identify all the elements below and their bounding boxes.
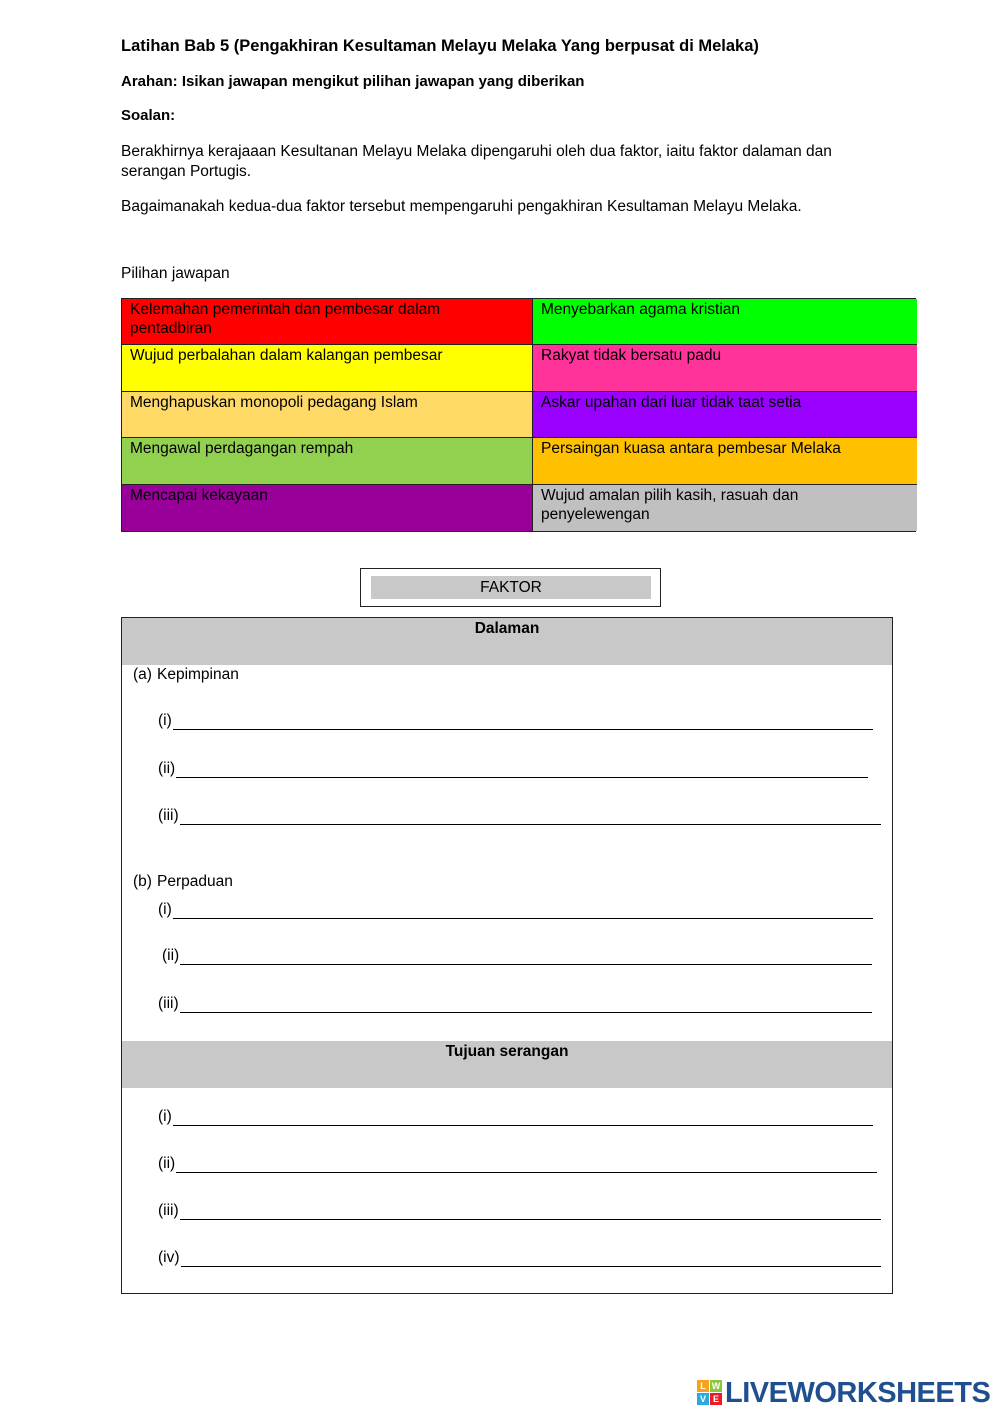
- answer-choices-label: Pilihan jawapan: [121, 265, 230, 282]
- perpaduan-name: Perpaduan: [157, 873, 233, 890]
- line-number: (ii): [162, 947, 180, 964]
- faktor-label: FAKTOR: [371, 576, 651, 599]
- faktor-header-box: [360, 568, 661, 607]
- logo-letter: W: [711, 1381, 721, 1391]
- question-paragraph-2: Bagaimanakah kedua-dua faktor tersebut mempengaruhi pengakhiran Kesultaman Melayu Melaka.: [121, 198, 802, 215]
- answer-line-serangan-1[interactable]: [158, 1108, 873, 1126]
- answer-blank[interactable]: [176, 763, 868, 778]
- answer-blank[interactable]: [180, 1205, 881, 1220]
- answer-choices-table: [121, 298, 916, 532]
- liveworksheets-logo: [697, 1378, 990, 1408]
- choice-cell[interactable]: Wujud perbalahan dalam kalangan pembesar: [122, 345, 533, 391]
- line-number: (i): [158, 712, 172, 729]
- worksheet-title: Latihan Bab 5 (Pengakhiran Kesultaman Melayu Melaka Yang berpusat di Melaka): [121, 37, 759, 55]
- choice-cell[interactable]: Wujud amalan pilih kasih, rasuah dan penyelewengan: [533, 485, 917, 531]
- answer-line-kepimpinan-2[interactable]: [158, 760, 868, 778]
- logo-letter: E: [710, 1393, 722, 1405]
- logo-letter: V: [697, 1393, 709, 1405]
- line-number: (ii): [158, 1155, 176, 1172]
- perpaduan-label: (b): [133, 873, 152, 890]
- answer-line-kepimpinan-1[interactable]: [158, 712, 873, 730]
- line-number: (iv): [158, 1249, 180, 1266]
- answer-blank[interactable]: [173, 1111, 873, 1126]
- choice-cell[interactable]: Persaingan kuasa antara pembesar Melaka: [533, 438, 917, 484]
- choice-cell[interactable]: Menghapuskan monopoli pedagang Islam: [122, 392, 533, 438]
- choice-cell[interactable]: Askar upahan dari luar tidak taat setia: [533, 392, 917, 438]
- answer-line-serangan-4[interactable]: [158, 1249, 881, 1267]
- choice-cell[interactable]: Mencapai kekayaan: [122, 485, 533, 531]
- line-number: (iii): [158, 1202, 179, 1219]
- answer-blank[interactable]: [180, 810, 881, 825]
- perpaduan-subheading: [133, 873, 233, 891]
- instructions: Arahan: Isikan jawapan mengikut pilihan jawapan yang diberikan: [121, 73, 585, 90]
- answer-line-serangan-3[interactable]: [158, 1202, 881, 1220]
- serangan-heading: Tujuan serangan: [122, 1041, 892, 1088]
- answer-blank[interactable]: [180, 950, 872, 965]
- choice-cell[interactable]: Mengawal perdagangan rempah: [122, 438, 533, 484]
- choice-cell[interactable]: Rakyat tidak bersatu padu: [533, 345, 917, 391]
- kepimpinan-label: (a): [133, 666, 152, 683]
- question-paragraph-1: Berakhirnya kerajaaan Kesultanan Melayu Melaka dipengaruhi oleh dua faktor, iaitu faktor dalaman dan serangan Portugis.: [121, 143, 832, 180]
- dalaman-heading: Dalaman: [122, 618, 892, 665]
- kepimpinan-subheading: [133, 666, 239, 684]
- answer-blank[interactable]: [173, 904, 873, 919]
- answer-blank[interactable]: [180, 998, 872, 1013]
- choice-cell[interactable]: Menyebarkan agama kristian: [533, 299, 917, 345]
- line-number: (iii): [158, 807, 179, 824]
- answer-table: [121, 617, 893, 1294]
- line-number: (ii): [158, 760, 176, 777]
- answer-line-perpaduan-3[interactable]: [158, 995, 872, 1013]
- answer-line-perpaduan-1[interactable]: [158, 901, 873, 919]
- brand-name: LIVEWORKSHEETS: [725, 1376, 991, 1409]
- line-number: (iii): [158, 995, 179, 1012]
- answer-line-perpaduan-2[interactable]: [162, 947, 872, 965]
- answer-blank[interactable]: [181, 1252, 881, 1267]
- answer-line-kepimpinan-3[interactable]: [158, 807, 881, 825]
- logo-letter: L: [697, 1380, 709, 1392]
- question-label: Soalan:: [121, 107, 176, 124]
- answer-blank[interactable]: [173, 715, 873, 730]
- answer-blank[interactable]: [176, 1158, 877, 1173]
- liveworksheets-logo-icon: [697, 1380, 723, 1406]
- answer-line-serangan-2[interactable]: [158, 1155, 877, 1173]
- line-number: (i): [158, 1108, 172, 1125]
- kepimpinan-name: Kepimpinan: [157, 666, 239, 683]
- line-number: (i): [158, 901, 172, 918]
- choice-cell[interactable]: Kelemahan pemerintah dan pembesar dalam pentadbiran: [122, 299, 533, 345]
